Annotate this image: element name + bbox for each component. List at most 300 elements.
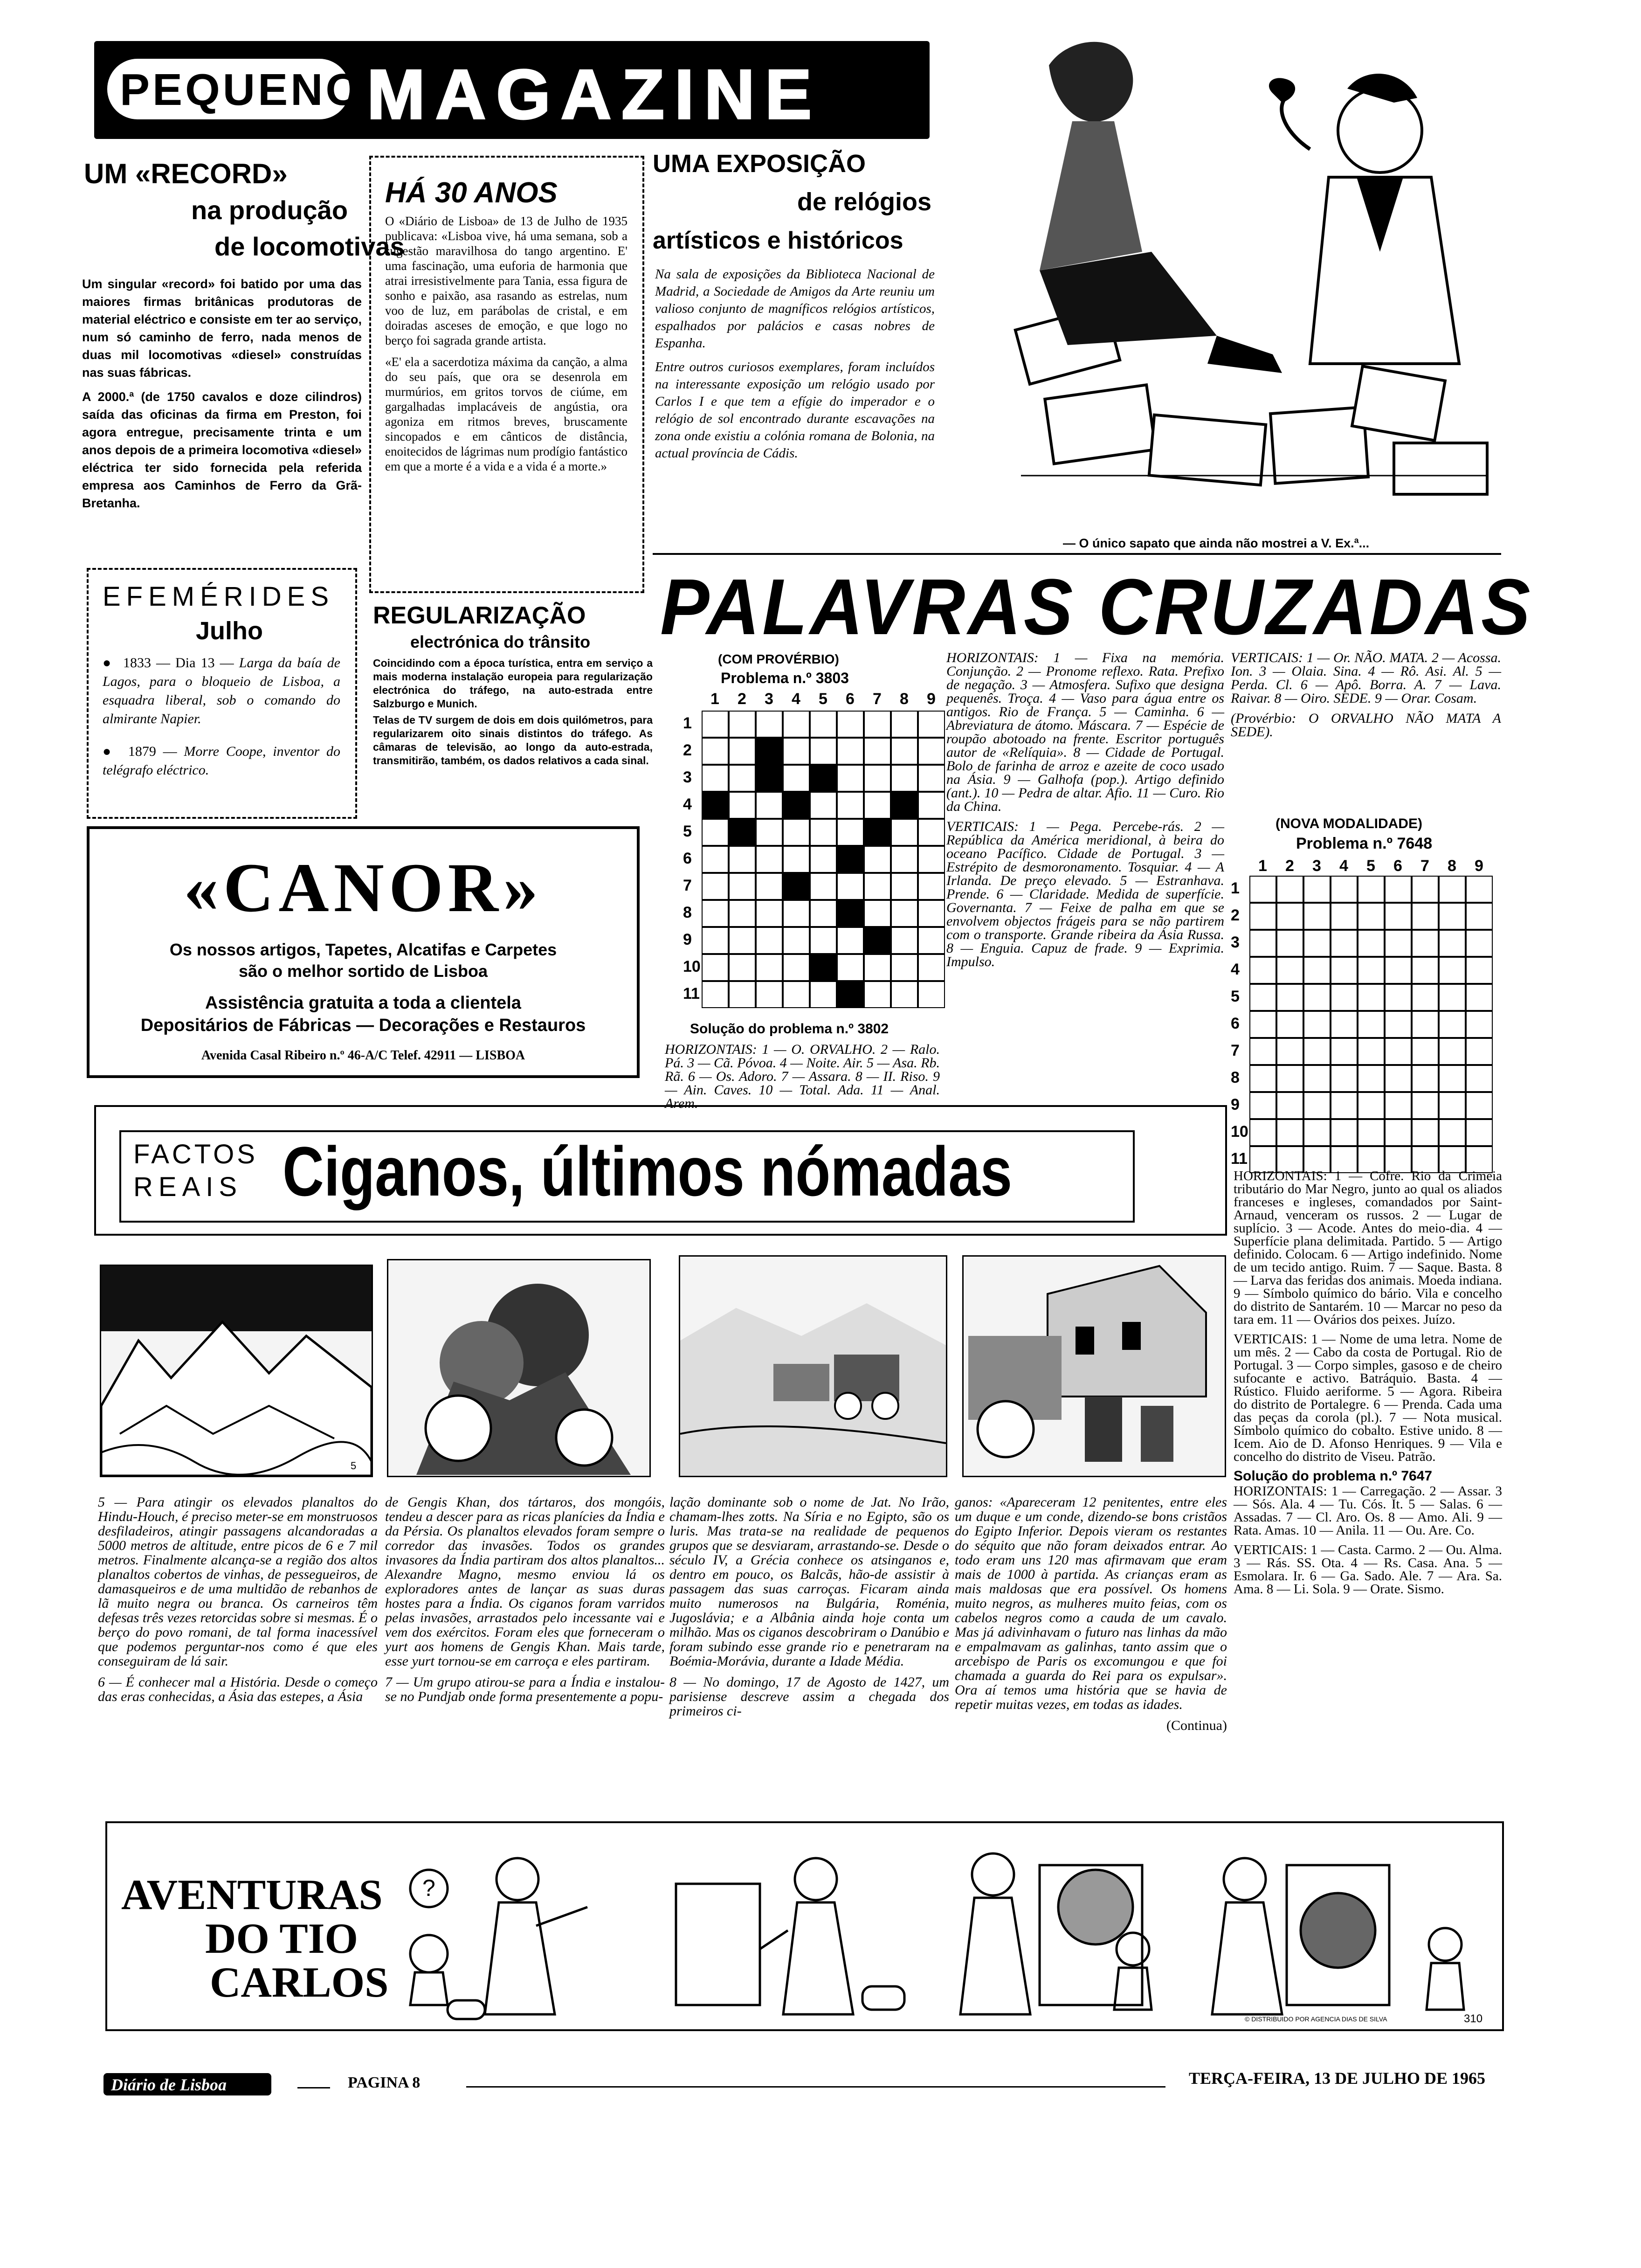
grid-col-number: 4 <box>792 690 800 708</box>
grid-row-number: 1 <box>1231 879 1240 897</box>
grid-row-number: 5 <box>683 823 692 840</box>
grid-cell[interactable] <box>729 792 756 819</box>
grid-row-number: 2 <box>1231 906 1240 924</box>
grid-cell[interactable] <box>810 846 837 873</box>
grid-cell[interactable] <box>837 765 864 792</box>
grid-row-number: 7 <box>1231 1042 1240 1059</box>
grid-cell[interactable] <box>756 846 783 873</box>
grid-cell[interactable] <box>1303 1092 1331 1119</box>
grid-cell[interactable] <box>918 711 945 738</box>
grid-col-number: 8 <box>1448 857 1456 875</box>
grid-row-number: 4 <box>1231 961 1240 978</box>
grid-cell[interactable] <box>756 954 783 981</box>
aventuras-title-3: CARLOS <box>210 1958 389 2006</box>
grid-cell[interactable] <box>891 900 918 927</box>
nova-problem: Problema n.º 7648 <box>1296 835 1433 852</box>
efemerides-box <box>87 568 357 819</box>
footer-logo <box>103 2073 271 2095</box>
palavras-solution-col3 <box>1231 651 1501 745</box>
grid-row-number: 2 <box>683 741 692 759</box>
grid-cell[interactable] <box>1276 1119 1303 1146</box>
factos-label-1: FACTOS <box>133 1139 258 1169</box>
factos-c1: 5 — Para atingir os elevados planaltos do Hindu-Houch, é preciso meter-se em monstruosos desfiladeiros, atingir passagens alcandoradas a 5000 metros de altitude, entre picos de 6 e 7 mil metros. Finalmente alcança-se a região dos altos planaltos cobertos de vinhas, de pessegueiros, de damasqueiros e de uma multidão de rebanhos de lã muito negra ou branca. Os carneiros têm defesas três vezes retorcidas sobre si mesmas. É o berço do povo romani, de tal forma inacessível que podemos perguntar-nos como é que eles conseguiram de lá sair. <box>98 1494 378 1669</box>
grid-cell[interactable] <box>783 765 810 792</box>
palavras-solution-h: HORIZONTAIS: 1 — O. ORVALHO. 2 — Ralo. Pá. 3 — Cã. Póvoa. 4 — Noite. Air. 5 — Asa. Rb. Rã. 6 — Os. Adoro. 7 — Assara. 8 — II. Riso. 9 — Ain. Caves. 10 — Total. Ada. 11 — Anal. Arem. <box>665 1042 940 1111</box>
grid-cell[interactable] <box>1466 1011 1493 1038</box>
grid-cell[interactable] <box>1412 1011 1439 1038</box>
grid-cell[interactable] <box>810 900 837 927</box>
grid-cell[interactable] <box>1466 1119 1493 1146</box>
grid-cell[interactable] <box>1249 984 1276 1011</box>
gypsies-panel-wagons <box>679 1255 947 1477</box>
grid-cell[interactable] <box>729 900 756 927</box>
grid-cell[interactable] <box>1276 1065 1303 1092</box>
grid-col-number: 6 <box>1393 857 1402 875</box>
bullet-icon: ● <box>103 655 123 671</box>
grid-cell[interactable] <box>1412 957 1439 984</box>
grid-cell[interactable] <box>1439 1038 1466 1065</box>
top-row-rule <box>653 553 1501 555</box>
grid-cell[interactable] <box>756 873 783 900</box>
grid-cell[interactable] <box>783 738 810 765</box>
grid-cell[interactable] <box>1466 1038 1493 1065</box>
grid-cell[interactable] <box>1385 930 1412 957</box>
grid-col-number: 1 <box>710 690 719 708</box>
aventuras-strip <box>105 1821 1504 2031</box>
grid-cell[interactable] <box>1303 984 1331 1011</box>
grid-cell[interactable] <box>1412 903 1439 930</box>
grid-cell[interactable] <box>1412 1119 1439 1146</box>
grid-cell[interactable] <box>702 711 729 738</box>
factos-c3b: 8 — No domingo, 17 de Agosto de 1427, um parisiense descreve assim a chegada dos primeiros ci- <box>669 1674 949 1719</box>
warriors-illustration <box>388 1260 649 1476</box>
factos-c2b: 7 — Um grupo atirou-se para a Índia e instalou-se no Pundjab onde forma presentemente a popu- <box>385 1674 665 1704</box>
grid-cell[interactable] <box>1249 1119 1276 1146</box>
expo-title-2: de relógios <box>797 188 932 216</box>
grid-cell[interactable] <box>1303 903 1331 930</box>
grid-cell[interactable] <box>864 981 891 1008</box>
grid-cell-black <box>756 738 783 765</box>
ha30-body <box>385 214 627 480</box>
grid-cell[interactable] <box>918 954 945 981</box>
regul-sub: electrónica do trânsito <box>410 632 591 651</box>
record-p1: Um singular «record» foi batido por uma das maiores firmas britânicas produtoras de material eléctrico e consiste em ter ao serviço, num só caminho de ferro, nada menos de duas mil locomotivas «diesel» construídas nas suas fábricas. <box>82 277 362 380</box>
grid-cell[interactable] <box>1466 1092 1493 1119</box>
grid-cell[interactable] <box>864 954 891 981</box>
grid-cell[interactable] <box>918 873 945 900</box>
grid-cell[interactable] <box>1276 876 1303 903</box>
grid-cell[interactable] <box>1249 1011 1276 1038</box>
grid-cell[interactable] <box>1358 876 1385 903</box>
grid-cell[interactable] <box>1385 1011 1412 1038</box>
grid-cell[interactable] <box>837 711 864 738</box>
grid-cell[interactable] <box>1385 1038 1412 1065</box>
footer-logo-text: Diário de Lisboa <box>111 2075 227 2094</box>
grid-cell[interactable] <box>702 981 729 1008</box>
grid-cell[interactable] <box>729 846 756 873</box>
footer-page: PAGINA 8 <box>348 2074 421 2091</box>
grid-cell[interactable] <box>1249 1065 1276 1092</box>
grid-cell[interactable] <box>1303 930 1331 957</box>
grid-cell[interactable] <box>702 819 729 846</box>
palavras-title: PALAVRAS CRUZADAS <box>660 563 1533 651</box>
grid-cell[interactable] <box>810 981 837 1008</box>
grid-cell-black <box>756 765 783 792</box>
grid-cell[interactable] <box>864 873 891 900</box>
palavras-horiz-text: HORIZONTAIS: 1 — Fixa na memória. Conjunção. 2 — Pronome reflexo. Rata. Prefixo de negação. 3 — Atmosfera. Sufixo que designa pequenês. Troça. 4 — Vaso para água entre os antigos. Rio de França. 5 — Caminha. 6 — Abreviatura de átomo. Máscara. 7 — Espécie de roupão abotoado na frente. Escritor português autor de «Relíquia». 8 — Cidade de Portugal. Bolo de farinha de arroz e azeite de coco usado na Ásia. 9 — Galhofa (pop.). Artigo definido (ant.). 10 — Pedra de altar. Afio. 11 — Curo. Rio da China. <box>946 650 1224 814</box>
efemerides-title: EFEMÉRIDES <box>103 581 335 612</box>
grid-row-number: 9 <box>1231 1096 1240 1113</box>
grid-cell[interactable] <box>891 711 918 738</box>
grid-cell[interactable] <box>729 738 756 765</box>
expo-p2: Entre outros curiosos exemplares, foram incluídos na interessante exposição um relógio usado por Carlos I e que tem a efígie do imperador e o relógio de sol encontrado durante escavações na zona onde existiu a colónia romana de Bolonia, na actual província de Cádis. <box>655 360 935 461</box>
efemerides-date: 1879 — <box>128 744 177 759</box>
grid-cell[interactable] <box>756 900 783 927</box>
grid-cell[interactable] <box>1249 957 1276 984</box>
grid-row-number: 5 <box>1231 988 1240 1005</box>
grid-cell[interactable] <box>1412 876 1439 903</box>
grid-cell[interactable] <box>1276 1092 1303 1119</box>
grid-cell[interactable] <box>1385 957 1412 984</box>
grid-cell[interactable] <box>1358 1011 1385 1038</box>
grid-cell[interactable] <box>1439 957 1466 984</box>
grid-cell[interactable] <box>756 981 783 1008</box>
grid-col-number: 9 <box>1475 857 1483 875</box>
grid-cell[interactable] <box>891 738 918 765</box>
aventuras-title-1: AVENTURAS <box>121 1871 383 1918</box>
grid-cell[interactable] <box>1249 903 1276 930</box>
grid-cell[interactable] <box>783 900 810 927</box>
factos-col-4 <box>955 1495 1227 1739</box>
grid-cell[interactable] <box>918 738 945 765</box>
grid-cell[interactable] <box>1331 957 1358 984</box>
grid-col-number: 8 <box>900 690 909 708</box>
masthead-pequeno-text: PEQUENO <box>120 65 364 115</box>
aventuras-credit: © DISTRIBUIDO POR AGENCIA DIAS DE SILVA <box>1245 2015 1387 2023</box>
aventuras-title-2: DO TIO <box>205 1915 359 1962</box>
panel-number: 5 <box>351 1460 357 1472</box>
grid-row-number: 4 <box>683 795 692 813</box>
grid-col-number: 4 <box>1339 857 1348 875</box>
grid-cell[interactable] <box>1412 1065 1439 1092</box>
grid-cell[interactable] <box>702 954 729 981</box>
grid-cell[interactable] <box>729 711 756 738</box>
grid-cell[interactable] <box>1358 957 1385 984</box>
grid-cell[interactable] <box>783 954 810 981</box>
record-body <box>82 275 362 519</box>
grid-cell[interactable] <box>837 792 864 819</box>
grid-cell[interactable] <box>1358 1065 1385 1092</box>
grid-cell[interactable] <box>756 792 783 819</box>
grid-row-number: 10 <box>683 958 701 975</box>
grid-cell[interactable] <box>918 765 945 792</box>
grid-cell[interactable] <box>1439 1119 1466 1146</box>
grid-cell-black <box>837 846 864 873</box>
palavras-solution-v: VERTICAIS: 1 — Or. NÃO. MATA. 2 — Acossa. Ion. 3 — Olaia. Sina. 4 — Rô. Asi. Al. 5 — Perda. Cl. 6 — Apô. Borra. A. 7 — Lava. Raivar. 8 — Oiro. SEDE. 9 — Orar. Cosam. <box>1231 650 1501 706</box>
grid-cell[interactable] <box>837 873 864 900</box>
grid-cell[interactable] <box>864 765 891 792</box>
grid-cell[interactable] <box>891 981 918 1008</box>
grid-cell[interactable] <box>1249 876 1276 903</box>
grid-cell[interactable] <box>810 738 837 765</box>
grid-cell-black <box>864 927 891 954</box>
grid-cell[interactable] <box>864 738 891 765</box>
palavras-problem: Problema n.º 3803 <box>721 670 849 686</box>
grid-cell[interactable] <box>756 819 783 846</box>
shoe-cartoon-drawing <box>974 9 1510 532</box>
grid-cell[interactable] <box>864 900 891 927</box>
grid-cell[interactable] <box>810 873 837 900</box>
expo-title-1: UMA EXPOSIÇÃO <box>653 150 866 178</box>
grid-cell[interactable] <box>783 819 810 846</box>
grid-row-number: 9 <box>683 931 692 948</box>
grid-cell-black <box>891 792 918 819</box>
grid-col-number: 7 <box>873 690 882 708</box>
grid-cell[interactable] <box>1276 903 1303 930</box>
grid-cell[interactable] <box>702 927 729 954</box>
crossword-grid-3803[interactable] <box>683 690 944 1030</box>
grid-cell[interactable] <box>702 846 729 873</box>
grid-cell[interactable] <box>702 738 729 765</box>
grid-cell[interactable] <box>1385 876 1412 903</box>
grid-row-number: 3 <box>1231 933 1240 951</box>
gypsies-panel-village <box>962 1255 1226 1477</box>
grid-row-number: 11 <box>683 985 700 1003</box>
grid-cell[interactable] <box>1412 1038 1439 1065</box>
efemerides-item <box>103 742 340 780</box>
footer-rule-1 <box>297 2087 330 2088</box>
nova-solution-h: HORIZONTAIS: 1 — Carregação. 2 — Assar. 3 — Sós. Ala. 4 — Tu. Cós. It. 5 — Salas. 6 — Assadas. 7 — Cl. Aro. Os. 8 — Amo. Ali. 9 — Rata. Amas. 10 — Anila. 11 — Ou. Are. Co. <box>1234 1484 1502 1538</box>
ha30-box <box>369 156 644 593</box>
grid-cell-black <box>702 792 729 819</box>
aventuras-number: 310 <box>1464 2012 1483 2025</box>
grid-cell[interactable] <box>810 792 837 819</box>
canor-ad <box>87 826 640 1078</box>
grid-cell-black <box>783 792 810 819</box>
grid-cell[interactable] <box>1303 1119 1331 1146</box>
grid-cell[interactable] <box>1358 1119 1385 1146</box>
expo-p1: Na sala de exposições da Biblioteca Nacional de Madrid, a Sociedade de Amigos da Arte reuniu um valioso conjunto de magníficos relógios artísticos, espalhados por palácios e casas nobres de Espanha. <box>655 267 935 351</box>
grid-cell[interactable] <box>1303 876 1331 903</box>
factos-col-1 <box>98 1495 378 1710</box>
grid-cell[interactable] <box>891 846 918 873</box>
grid-cell[interactable] <box>1466 984 1493 1011</box>
grid-cell[interactable] <box>1439 903 1466 930</box>
grid-cell-black <box>837 900 864 927</box>
grid-cell[interactable] <box>1358 903 1385 930</box>
grid-cell[interactable] <box>891 819 918 846</box>
factos-col-3 <box>669 1495 949 1725</box>
grid-col-number: 5 <box>819 690 827 708</box>
grid-cell[interactable] <box>729 954 756 981</box>
grid-col-number: 1 <box>1258 857 1267 875</box>
grid-cell[interactable] <box>1358 930 1385 957</box>
efemerides-text: Morre Coope, inventor do telégrafo eléctrico. <box>103 744 341 778</box>
grid-cell[interactable] <box>837 927 864 954</box>
grid-cell[interactable] <box>918 846 945 873</box>
grid-cell[interactable] <box>1331 876 1358 903</box>
factos-banner <box>94 1105 1227 1236</box>
grid-cell[interactable] <box>1276 930 1303 957</box>
grid-cell[interactable] <box>729 873 756 900</box>
grid-cell-black <box>864 819 891 846</box>
nova-solution-title: Solução do problema n.º 7647 <box>1234 1468 1433 1484</box>
efemerides-item <box>103 654 340 728</box>
footer-date: TERÇA-FEIRA, 13 DE JULHO DE 1965 <box>1189 2069 1486 2088</box>
grid-cell[interactable] <box>1385 1092 1412 1119</box>
grid-cell[interactable] <box>1303 1065 1331 1092</box>
grid-cell[interactable] <box>837 954 864 981</box>
grid-cell-black <box>810 954 837 981</box>
canor-line-1: Os nossos artigos, Tapetes, Alcatifas e Carpetes <box>169 940 557 959</box>
grid-cell[interactable] <box>1439 930 1466 957</box>
grid-cell[interactable] <box>1276 1038 1303 1065</box>
grid-cell[interactable] <box>1303 1038 1331 1065</box>
grid-cell[interactable] <box>1412 1092 1439 1119</box>
grid-row-number: 3 <box>683 768 692 786</box>
grid-cell[interactable] <box>810 711 837 738</box>
grid-cell[interactable] <box>1331 984 1358 1011</box>
grid-cell[interactable] <box>1276 1011 1303 1038</box>
canor-address: Avenida Casal Ribeiro n.º 46-A/C Telef. 42911 — LISBOA <box>201 1048 525 1063</box>
grid-cell[interactable] <box>891 954 918 981</box>
grid-cell[interactable] <box>783 981 810 1008</box>
palavras-proverb: (Provérbio: O ORVALHO NÃO MATA A SEDE). <box>1231 711 1501 740</box>
grid-col-number: 5 <box>1366 857 1375 875</box>
grid-cell[interactable] <box>702 900 729 927</box>
grid-cell[interactable] <box>1466 876 1493 903</box>
grid-cell[interactable] <box>918 927 945 954</box>
grid-cell[interactable] <box>918 900 945 927</box>
grid-cell[interactable] <box>1412 984 1439 1011</box>
grid-row-number: 8 <box>1231 1069 1240 1086</box>
grid-cell[interactable] <box>1466 957 1493 984</box>
grid-cell[interactable] <box>1303 957 1331 984</box>
efemerides-month: Julho <box>196 617 263 645</box>
factos-c3: lação dominante sob o nome de Jat. No Irão, chamam-lhes zotts. Na Síria e no Egipto, são os luris. Mas trata-se na realidade de pequenos grupos que se desviaram, arrastando-se. Desde o século IV, a Grécia conhece os atsinganos e, dentro em pouco, os Balcãs, hão-de assistir à passagem das suas carroças. Ficaram ainda muito numerosos na Bulgária, Roménia, Jugoslávia; e a Albânia ainda hoje conta um milhão. Mas os ciganos descobriram o Danúbio e foram subindo esse grande rio e penetraram na Boémia-Morávia, durante a Idade Média. <box>669 1494 949 1669</box>
grid-cell[interactable] <box>756 927 783 954</box>
nova-horiz: HORIZONTAIS: 1 — Cofre. Rio da Crimeia tributário do Mar Negro, junto ao qual os aliados franceses e ingleses, comandados por Saint-Arnaud, venceram os russos. 2 — Lugar de suplício. 3 — Acode. Antes do meio-dia. 4 — Superfície plana delimitada. Partido. 5 — Artigo definido. Colocam. 6 — Artigo indefinido. Nome de um tecido antigo. Ruim. 7 — Saque. Basta. 8 — Larva das feridas dos animais. Moeda indiana. 9 — Símbolo químico do bário. Vila e concelho do distrito de Santarém. 10 — Marcar no peso da tara em. 11 — Ovários dos peixes. Juízo. <box>1234 1169 1502 1327</box>
grid-cell[interactable] <box>810 819 837 846</box>
grid-cell[interactable] <box>864 792 891 819</box>
efemerides-date: 1833 — Dia 13 — <box>123 655 234 671</box>
grid-cell[interactable] <box>1331 1065 1358 1092</box>
grid-cell[interactable] <box>1385 984 1412 1011</box>
grid-cell[interactable] <box>1331 903 1358 930</box>
grid-cell[interactable] <box>1331 1119 1358 1146</box>
grid-cell[interactable] <box>1276 957 1303 984</box>
grid-cell[interactable] <box>1331 1092 1358 1119</box>
grid-col-number: 3 <box>765 690 773 708</box>
masthead-magazine-text: MAGAZINE <box>367 55 822 133</box>
grid-cell[interactable] <box>891 873 918 900</box>
factos-c4: ganos: «Apareceram 12 penitentes, entre eles um duque e um conde, dizendo-se bons cristãos do Egipto Inferior. Depois vieram os restantes do séquito que não foram deixados entrar. Ao todo eram uns 120 mas afirmavam que eram mais de 1000 à partida. As crianças eram as mais maldosas que era possível. Os homens muito negros, as mulheres muito feias, com os cabelos negros como a cauda de um cavalo. Mas já adivinhavam o futuro nas linhas da mão e empalmavam as galinhas, tanto assim que o arcebispo de Paris os excomungou e que foi chamada a guarda do Rei para os expulsar». Ora aí temos uma história que se havia de repetir muitas vezes, em todas as idades. <box>955 1494 1227 1712</box>
grid-cell[interactable] <box>1412 930 1439 957</box>
grid-cell[interactable] <box>1276 984 1303 1011</box>
grid-cell[interactable] <box>783 846 810 873</box>
grid-row-number: 6 <box>1231 1015 1240 1032</box>
ha30-p1: O «Diário de Lisboa» de 13 de Julho de 1935 publicava: «Lisboa vive, há uma semana, sob a sugestão maravilhosa do tango argentino. E' uma fascinação, uma euforia de harmonia que atrai irresistivelmente para Tania, essa figura de sonho e paixão, asa rasando as estrelas, num voo de luz, em parábolas de cristal, e em doiradas asceses de emoção, e que logo no berço foi sagrada grande artista. <box>385 214 627 347</box>
grid-cell[interactable] <box>1385 903 1412 930</box>
grid-cell[interactable] <box>1466 1065 1493 1092</box>
grid-cell[interactable] <box>729 765 756 792</box>
grid-cell[interactable] <box>1358 1038 1385 1065</box>
grid-cell[interactable] <box>1439 1065 1466 1092</box>
grid-cell[interactable] <box>918 792 945 819</box>
crossword-grid-7648[interactable] <box>1231 857 1492 1193</box>
canor-line-4: Depositários de Fábricas — Decorações e Restauros <box>140 1016 586 1035</box>
regul-title: REGULARIZAÇÃO <box>373 602 586 629</box>
canor-title: «CANOR» <box>184 849 543 927</box>
grid-row-number: 1 <box>683 714 692 732</box>
factos-continua: (Continua) <box>1166 1718 1227 1733</box>
grid-cell[interactable] <box>918 981 945 1008</box>
grid-cell[interactable] <box>1439 984 1466 1011</box>
gypsies-panel-warriors <box>387 1259 651 1477</box>
palavras-sub: (COM PROVÉRBIO) <box>718 652 839 666</box>
grid-cell[interactable] <box>783 711 810 738</box>
grid-cell[interactable] <box>729 927 756 954</box>
regul-p1: Coincidindo com a época turística, entra em serviço a mais moderna instalação europeia para regularização electrónica do tráfego, na auto-estrada entre Salzburgo e Munich. <box>373 657 653 710</box>
grid-cell[interactable] <box>810 927 837 954</box>
grid-cell[interactable] <box>1439 1092 1466 1119</box>
palavras-solution-title: Solução do problema n.º 3802 <box>690 1021 889 1037</box>
grid-col-number: 6 <box>846 690 855 708</box>
ha30-p2: «E' ela a sacerdotiza máxima da canção, a alma do seu país, que ora se desenrola em murmúrios, em gritos torvos de ciúme, em gargalhadas implacáveis de angústia, ora agoniza em ritmos breves, bruscamente sincopados e em cânticos de distância, enoitecidos de lágrimas num prodígio fantástico em que a morte é a vida e a vida é a morte.» <box>385 355 627 473</box>
grid-cell[interactable] <box>1358 984 1385 1011</box>
grid-cell[interactable] <box>1331 1011 1358 1038</box>
grid-cell[interactable] <box>729 981 756 1008</box>
grid-cell[interactable] <box>1439 1011 1466 1038</box>
ha30-title: HÁ 30 ANOS <box>385 177 558 209</box>
grid-cell[interactable] <box>837 738 864 765</box>
grid-cell[interactable] <box>1439 876 1466 903</box>
grid-cell[interactable] <box>1303 1011 1331 1038</box>
grid-cell[interactable] <box>1331 930 1358 957</box>
grid-cell[interactable] <box>891 927 918 954</box>
grid-cell[interactable] <box>1385 1065 1412 1092</box>
nova-clues <box>1234 1169 1502 1602</box>
nova-mod: (NOVA MODALIDADE) <box>1276 816 1422 831</box>
masthead <box>94 41 930 139</box>
grid-row-number: 11 <box>1231 1150 1248 1168</box>
factos-label-2: REAIS <box>133 1172 243 1202</box>
factos-c2: de Gengis Khan, dos tártaros, dos mongóis, tendeu a descer para as ricas planícies da Índia e da Pérsia. Os planaltos elevados foram sempre o corredor das invasões. Todos os grandes invasores da Índia partiram dos altos planaltos... Alexandre Magno, mesmo enviou lá os exploradores antes de lançar as suas duras hostes para a Índia. Os ciganos foram varridos pelas invasões, arrastados pelo incessante vai e vem dos exércitos. Foram eles que forneceram o yurt aos homens de Gengis Khan. Mais tarde, esse yurt tornou-se em carroça e eles partiram. <box>385 1494 665 1669</box>
grid-cell[interactable] <box>1385 1119 1412 1146</box>
grid-cell[interactable] <box>1331 1038 1358 1065</box>
palavras-clues-col2 <box>946 651 1224 975</box>
grid-cell[interactable] <box>1466 930 1493 957</box>
grid-cell[interactable] <box>783 927 810 954</box>
grid-cell[interactable] <box>702 765 729 792</box>
grid-cell[interactable] <box>1358 1092 1385 1119</box>
grid-cell[interactable] <box>1466 903 1493 930</box>
factos-col-2 <box>385 1495 665 1710</box>
grid-cell[interactable] <box>756 711 783 738</box>
grid-cell[interactable] <box>1249 1038 1276 1065</box>
efemerides-text: Larga da baía de Lagos, para o bloqueio de Lisboa, a esquadra liberal, sob o comando do almirante Napier. <box>103 655 340 726</box>
record-title-3: de locomotivas <box>214 232 405 261</box>
grid-cell[interactable] <box>918 819 945 846</box>
grid-cell[interactable] <box>1249 1092 1276 1119</box>
grid-cell-black <box>810 765 837 792</box>
grid-cell[interactable] <box>864 711 891 738</box>
grid-cell[interactable] <box>837 819 864 846</box>
grid-cell[interactable] <box>702 873 729 900</box>
grid-cell[interactable] <box>864 846 891 873</box>
grid-cell[interactable] <box>891 765 918 792</box>
grid-cell[interactable] <box>1249 930 1276 957</box>
